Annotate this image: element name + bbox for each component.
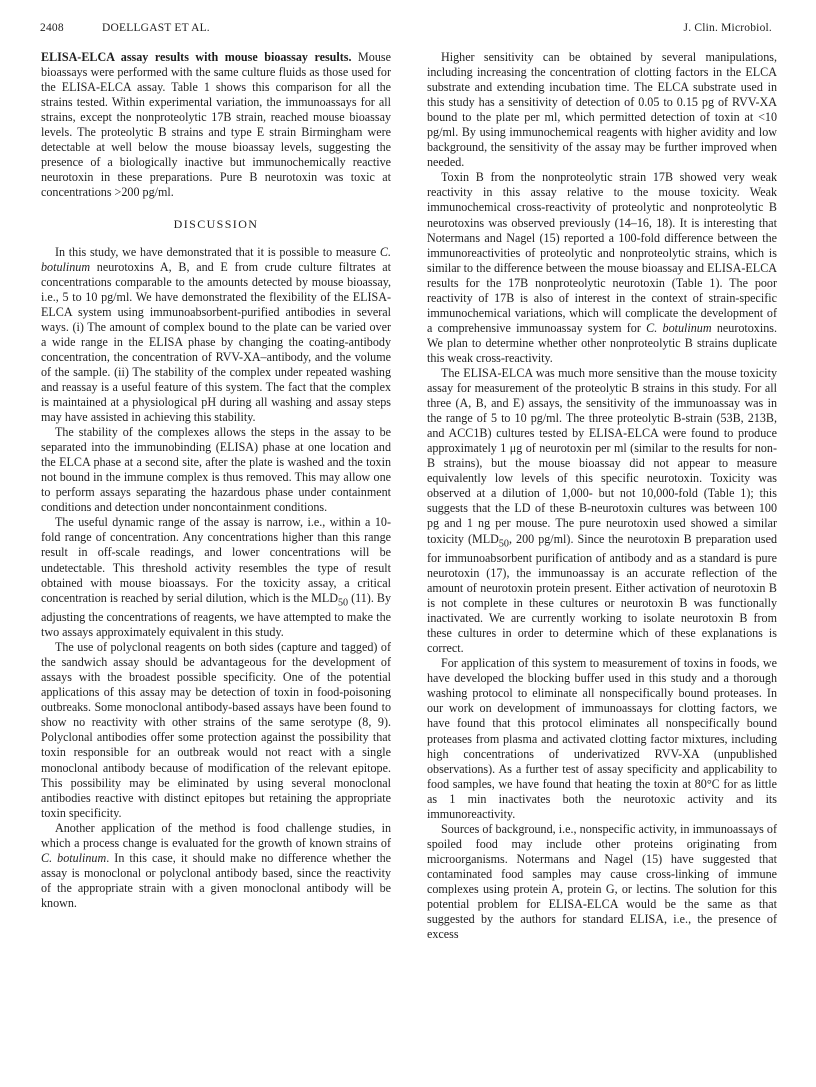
discussion-paragraph-1 <box>41 245 391 426</box>
page-number: 2408 <box>40 22 64 34</box>
left-column <box>41 50 391 911</box>
text-run: (11). By adjusting the concentrations of reagents, we have attempted to make the two assays approximately equivalent in this study. <box>41 590 392 640</box>
species-name: C. botulinum <box>646 320 712 335</box>
species-name: C. botulinum <box>41 850 107 865</box>
text-run: Another application of the method is food challenge studies, in which a process change is evaluated for the growth of known strains of <box>41 820 391 850</box>
journal-name: J. Clin. Microbiol. <box>683 22 772 34</box>
text-run: . In this case, it should make no difference whether the assay is monoclonal or polyclonal antibody based, since the reactivity of the appropriate strain with a given monoclonal antibody will be known. <box>41 850 391 910</box>
species-name: C. botulinum <box>41 244 391 274</box>
results-text: Mouse bioassays were performed with the same culture fluids as those used for the ELISA-ELCA assay. Table 1 shows this comparison for all the strains tested. Within experimental variation, the immunoassays for all strains, except the nonproteolytic 17B strain, reached mouse bioassay levels. The proteolytic B strains and type E strain Birmingham were detectable at well below the mouse bioassay levels, suggesting the presence of a biologically inactive but immunochemically reactive neurotoxin in these preparations. Pure B neurotoxin was toxic at concentrations >200 pg/ml. <box>41 50 391 200</box>
text-run: The ELISA-ELCA was much more sensitive than the mouse toxicity assay for measurement of the proteolytic B strains in this study. For all three (A, B, and E) assays, the sensitivity of the immunoassay was in the range of 5 to 10 pg/ml. The three proteolytic B-strain (53B, 213B, and ACC1B) cultures tested by ELISA-ELCA were found to produce approximately 1 μg of neurotoxin per ml (similar to the results for non-B strains), but the mouse bioassay did not appear to measure equivalently low levels of this specific neurotoxin. Toxicity was observed at a dilution of 1,000- but not 10,000-fold (Table 1); this suggests that the LD of these B-neurotoxin cultures was between 100 pg and 1 ng per mouse. The pure neurotoxin used showed a similar toxicity (MLD <box>427 365 777 546</box>
text-run: In this study, we have demonstrated that it is possible to measure <box>55 244 380 259</box>
results-runin-heading: ELISA-ELCA assay results with mouse bioassay results. <box>41 50 352 64</box>
text-run: The useful dynamic range of the assay is narrow, i.e., within a 10-fold range of concentration. Any concentrations higher than this range result in off-scale readings, and lower concentrations will be undetectable. This threshold activity resembles the type of result obtained with mouse bioassays. For the toxicity assay, a critical concentration is reached by serial dilution, which is the MLD <box>41 515 391 605</box>
discussion-paragraph-6: Higher sensitivity can be obtained by several manipulations, including increasing the concentration of clotting factors in the ELCA substrate and extending incubation time. The ELCA substrate used in this study has a sensitivity of detection of 0.05 to 0.15 pg of RVV-XA bound to the plate per ml, which permitted detection of toxin at <10 pg/ml. By using immunochemical reagents with higher avidity and low background, the sensitivity of the assay may be further improved when needed. <box>427 50 777 170</box>
running-authors: DOELLGAST ET AL. <box>102 22 210 34</box>
discussion-heading: DISCUSSION <box>173 217 259 232</box>
discussion-paragraph-10: Sources of background, i.e., nonspecific activity, in immunoassays of spoiled food may include other proteins originating from microorganisms. Notermans and Nagel (15) have suggested that contaminated food samples may cause cross-linking of immune complexes using protein A, protein G, or lectins. The solution for this potential problem for ELISA-ELCA would be the same as that suggested by the authors for standard ELISA, i.e., the presence of excess <box>427 821 777 942</box>
discussion-paragraph-4: The use of polyclonal reagents on both sides (capture and tagged) of the sandwich assay should be advantageous for the development of assays with the broadest possible specificity. One of the potential applications of this assay may be detection of toxin in food-poisoning outbreaks. Some monoclonal antibody-based assays have been found to show no reactivity with other strains of the same serotype (8, 9). Polyclonal antibodies offer some protection against the possibility that toxin responsible for an outbreak would not react with a single monoclonal antibody because of modification of the relevant epitope. This possibility may be eliminated by using several monoclonal antibodies reactive with distinct epitopes but retaining the appropriate toxin specificity. <box>41 640 391 820</box>
discussion-paragraph-5 <box>41 821 391 911</box>
text-run: neurotoxins A, B, and E from crude culture filtrates at concentrations comparable to the amounts detected by mouse bioassay, i.e., 5 to 10 pg/ml. We have demonstrated the flexibility of the ELISA-ELCA system using immunoabsorbent-purified antibodies in several ways. (i) The amount of complex bound to the plate can be varied over a wide range in the ELISA phase by changing the coating-antibody concentration, the concentration of RVV-XA–antibody, and the volume of the sample. (ii) The stability of the complex under repeated washing and reassay is a useful feature of this system. The fact that the complex is maintained at a physiological pH during all washing and assay steps may have assisted in achieving this stability. <box>41 259 391 425</box>
discussion-paragraph-3 <box>41 515 391 640</box>
discussion-paragraph-7 <box>427 170 777 366</box>
results-paragraph-tail <box>41 50 391 200</box>
discussion-paragraph-9: For application of this system to measurement of toxins in foods, we have developed the blocking buffer used in this study and a thorough washing protocol to eliminate all nonspecifically bound proteases. In our work on development of immunoassays for clotting factors, we have found that this protocol eliminates all nonspecifically bound proteases from plasma and activated clotting factor mixtures, including high concentrations of underivatized RVV-XA (unpublished observations). As a further test of assay specificity and applicability to food samples, we have found that heating the toxin at 80°C for as little as 1 min inactivates both the neurotoxic activity and its immunoreactivity. <box>427 656 777 821</box>
subscript: 50 <box>338 597 349 608</box>
discussion-paragraph-8 <box>427 366 777 656</box>
subscript: 50 <box>498 537 509 549</box>
text-run: Toxin B from the nonproteolytic strain 17B showed very weak reactivity in this assay relative to the mouse toxicity. Weak immunochemical cross-reactivity of proteolytic and nonproteolytic B neurotoxins was observed previously (14–16, 18). It is interesting that Notermans and Nagel (15) reported a 100-fold difference between the immunoreactivities of proteolytic and nonproteolytic strains, which is similar to the difference between the mouse bioassay and ELISA-ELCA results for the 17B nonproteolytic neurotoxin (Table 1). The poor reactivity of 17B is also of interest in the context of strain-specific immunochemical variations, which will complicate the development of a comprehensive immunoassay system for <box>427 170 777 335</box>
text-run: neurotoxins. We plan to determine whether other nonproteolytic B strains duplicate this weak cross-reactivity. <box>427 320 777 365</box>
text-run: , 200 pg/ml). Since the neurotoxin B preparation used for immunoabsorbent purification of antibody and as a standard is pure neurotoxin (17), the immunoassay is an accurate reflection of the amount of neurotoxin protein present. Either activation of neurotoxin B is not complete in these cultures or neurotoxin B was functionally inactivated. We are currently working to isolate neurotoxin B from these cultures in order to determine which of these explanations is correct. <box>427 531 778 656</box>
right-column <box>427 50 777 942</box>
discussion-paragraph-2: The stability of the complexes allows the steps in the assay to be separated into the immunobinding (ELISA) phase at one location and the ELCA phase at a second site, after the plate is washed and the toxin not bound in the immune complex is thus removed. This may allow one to perform assays separating the hazardous phase under containment conditions and detection under noncontainment conditions. <box>41 425 391 515</box>
running-header <box>40 22 776 38</box>
